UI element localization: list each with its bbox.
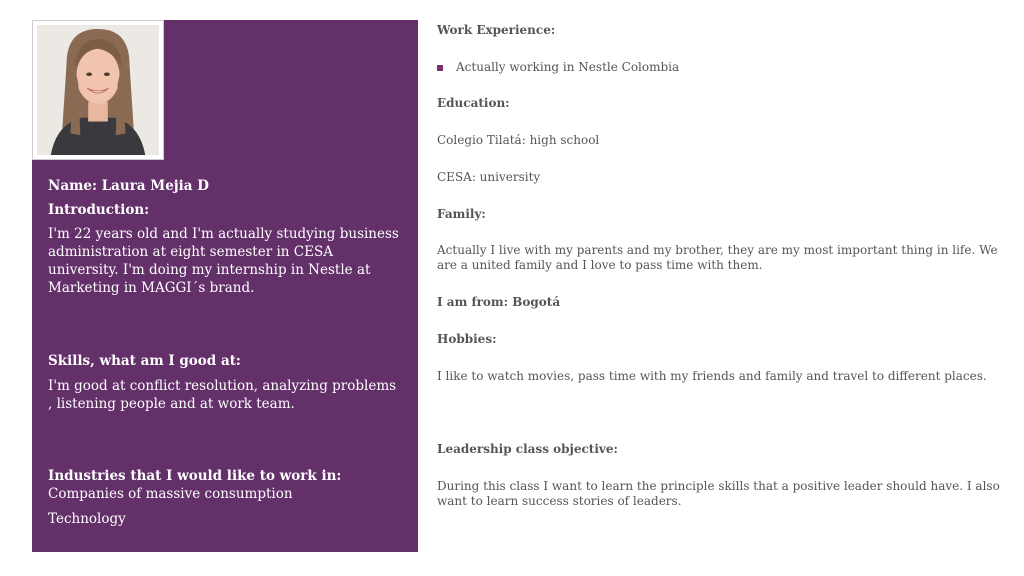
family-heading: Family: xyxy=(437,207,486,221)
objective-heading: Leadership class objective: xyxy=(437,442,618,456)
bullet-square-icon xyxy=(437,65,443,71)
objective-text: During this class I want to learn the principle skills that a positive leader should have. I also want to learn success stories of leaders. xyxy=(437,479,1000,508)
hobbies-heading: Hobbies: xyxy=(437,332,497,346)
introduction-heading: Introduction: xyxy=(48,202,150,218)
skills-heading: Skills, what am I good at: xyxy=(48,353,241,369)
from-heading: I am from: Bogotá xyxy=(437,295,561,309)
work-item xyxy=(437,60,1005,75)
skills-text: I'm good at conflict resolution, analyzing problems , listening people and at work team. xyxy=(48,378,397,412)
education-item: CESA: university xyxy=(437,170,541,184)
portrait-image xyxy=(37,25,159,155)
industry-item: Companies of massive consumption xyxy=(48,486,293,502)
education-item: Colegio Tilatá: high school xyxy=(437,133,600,147)
profile-panel xyxy=(32,20,418,552)
work-item-text: Actually working in Nestle Colombia xyxy=(456,60,680,74)
name-label: Name: Laura Mejia D xyxy=(48,178,209,194)
education-heading: Education: xyxy=(437,96,510,110)
hobbies-text: I like to watch movies, pass time with my friends and family and travel to different places. xyxy=(437,369,987,383)
profile-photo xyxy=(32,20,164,160)
work-heading: Work Experience: xyxy=(437,23,556,37)
introduction-text: I'm 22 years old and I'm actually studying business administration at eight semester in CESA university. I'm doing my internship in Nestle at Marketing in MAGGI´s brand. xyxy=(48,226,399,296)
industries-heading: Industries that I would like to work in: xyxy=(48,468,342,484)
family-text: Actually I live with my parents and my brother, they are my most important thing in life. We are a united family and I love to pass time with them. xyxy=(437,243,998,272)
industry-item: Technology xyxy=(48,511,126,527)
